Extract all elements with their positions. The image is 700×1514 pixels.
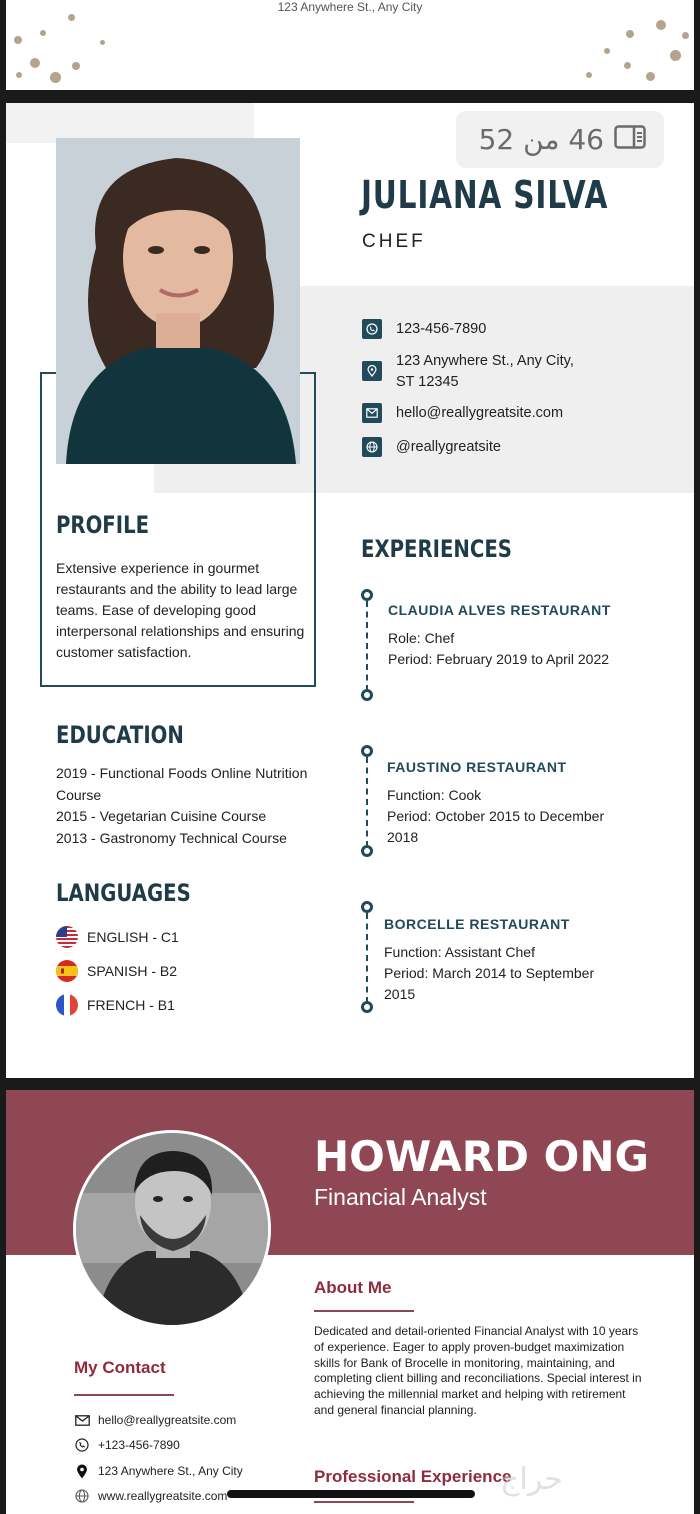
decor-dot: [586, 72, 592, 78]
contact-address: 123 Anywhere St., Any City: [74, 1463, 243, 1479]
decor-dot: [68, 14, 75, 21]
address-line-1: 123 Anywhere St., Any City,: [396, 353, 574, 369]
candidate-name: HOWARD ONG: [314, 1132, 649, 1181]
decor-dot: [30, 58, 40, 68]
watermark-logo: حراج: [500, 1462, 563, 1497]
contact-email: hello@reallygreatsite.com: [74, 1412, 236, 1428]
decor-dot: [682, 32, 689, 39]
address-line-2: ST 12345: [396, 374, 459, 390]
profile-text: Extensive experience in gourmet restaurants and the ability to lead large teams. Ease of developing good interpersonal relationships and ensuring customer satisfaction.: [56, 560, 305, 660]
mail-icon: [74, 1412, 90, 1428]
divider: [314, 1310, 414, 1312]
france-flag-icon: [56, 994, 78, 1016]
us-flag-icon: [56, 926, 78, 948]
education-list: [56, 763, 326, 849]
profile-heading: PROFILE: [56, 511, 150, 539]
location-pin-icon: [362, 361, 382, 381]
candidate-name: JULIANA SILVA: [361, 173, 609, 217]
decor-dot: [72, 62, 80, 70]
profile-photo: [76, 1133, 268, 1325]
experience-title: BORCELLE RESTAURANT: [384, 916, 570, 932]
experiences-heading: EXPERIENCES: [361, 535, 512, 563]
decor-dot: [626, 30, 634, 38]
experience-details: Function: Assistant Chef Period: March 2014 to September 2015: [384, 944, 595, 1002]
phone-icon: [74, 1437, 90, 1453]
decor-dot: [646, 72, 655, 81]
mail-icon: [362, 403, 382, 423]
experience-details: Role: Chef Period: February 2019 to April 2022: [388, 630, 610, 667]
decor-dot: [14, 36, 22, 44]
profile-photo: [56, 138, 300, 464]
timeline-marker: [361, 589, 373, 704]
candidate-job-title: CHEF: [362, 231, 426, 252]
profile-photo-frame: [73, 1130, 271, 1328]
reader-panel-icon[interactable]: [614, 123, 646, 156]
language-item: ENGLISH - C1: [56, 926, 179, 948]
globe-icon: [74, 1488, 90, 1504]
home-indicator[interactable]: [227, 1490, 475, 1498]
decor-dot: [50, 72, 61, 83]
contact-phone: +123-456-7890: [74, 1437, 180, 1453]
decor-dot: [100, 40, 105, 45]
resume-juliana-silva: [6, 103, 694, 1078]
contact-website: www.reallygreatsite.com: [74, 1488, 227, 1504]
education-heading: EDUCATION: [56, 721, 184, 749]
timeline-marker: [361, 745, 373, 860]
about-heading: About Me: [314, 1278, 392, 1297]
phone-icon: [362, 319, 382, 339]
experience-title: FAUSTINO RESTAURANT: [387, 759, 567, 775]
decor-dot: [624, 62, 631, 69]
page-counter: [456, 111, 664, 168]
decor-block: [6, 103, 254, 143]
language-item: FRENCH - B1: [56, 994, 175, 1016]
location-pin-icon: [74, 1463, 90, 1479]
contact-email: hello@reallygreatsite.com: [362, 403, 563, 424]
language-item: SPANISH - B2: [56, 960, 177, 982]
contact-website: @reallygreatsite: [362, 437, 501, 458]
contact-address: [362, 351, 574, 393]
resume-howard-ong: [6, 1090, 694, 1514]
education-item: 2015 - Vegetarian Cuisine Course: [56, 808, 267, 824]
divider: [314, 1501, 414, 1503]
decor-dot: [656, 20, 666, 30]
timeline-marker: [361, 901, 373, 1016]
previous-page-strip: [6, 0, 694, 90]
about-text: Dedicated and detail-oriented Financial Analyst with 10 years of experience. Eager to apply proven-budget maximization skills for Bank of Brocelle in monitoring, maintaining, and completing client billing and reconciliations. Special interest in achieving the millennial market and helping with retirement and general financial planning.: [314, 1324, 642, 1417]
experience-details: Function: Cook Period: October 2015 to December 2018: [387, 787, 605, 845]
contact-phone: 123-456-7890: [362, 319, 486, 340]
languages-heading: LANGUAGES: [56, 879, 191, 907]
decor-dot: [670, 50, 681, 61]
divider: [74, 1394, 174, 1396]
page-counter-label: 46 من 52: [478, 123, 604, 156]
previous-page-address: 123 Anywhere St., Any City: [277, 0, 423, 14]
globe-icon: [362, 437, 382, 457]
education-item: 2019 - Functional Foods Online Nutrition Course: [56, 765, 308, 803]
decor-dot: [604, 48, 610, 54]
education-item: 2013 - Gastronomy Technical Course: [56, 829, 287, 846]
spain-flag-icon: [56, 960, 78, 982]
experience-title: CLAUDIA ALVES RESTAURANT: [388, 602, 611, 618]
decor-dot: [40, 30, 46, 36]
decor-dot: [16, 72, 22, 78]
candidate-job-title: Financial Analyst: [314, 1184, 487, 1210]
experience-heading: Professional Experience: [314, 1467, 512, 1486]
contact-heading: My Contact: [74, 1358, 166, 1377]
